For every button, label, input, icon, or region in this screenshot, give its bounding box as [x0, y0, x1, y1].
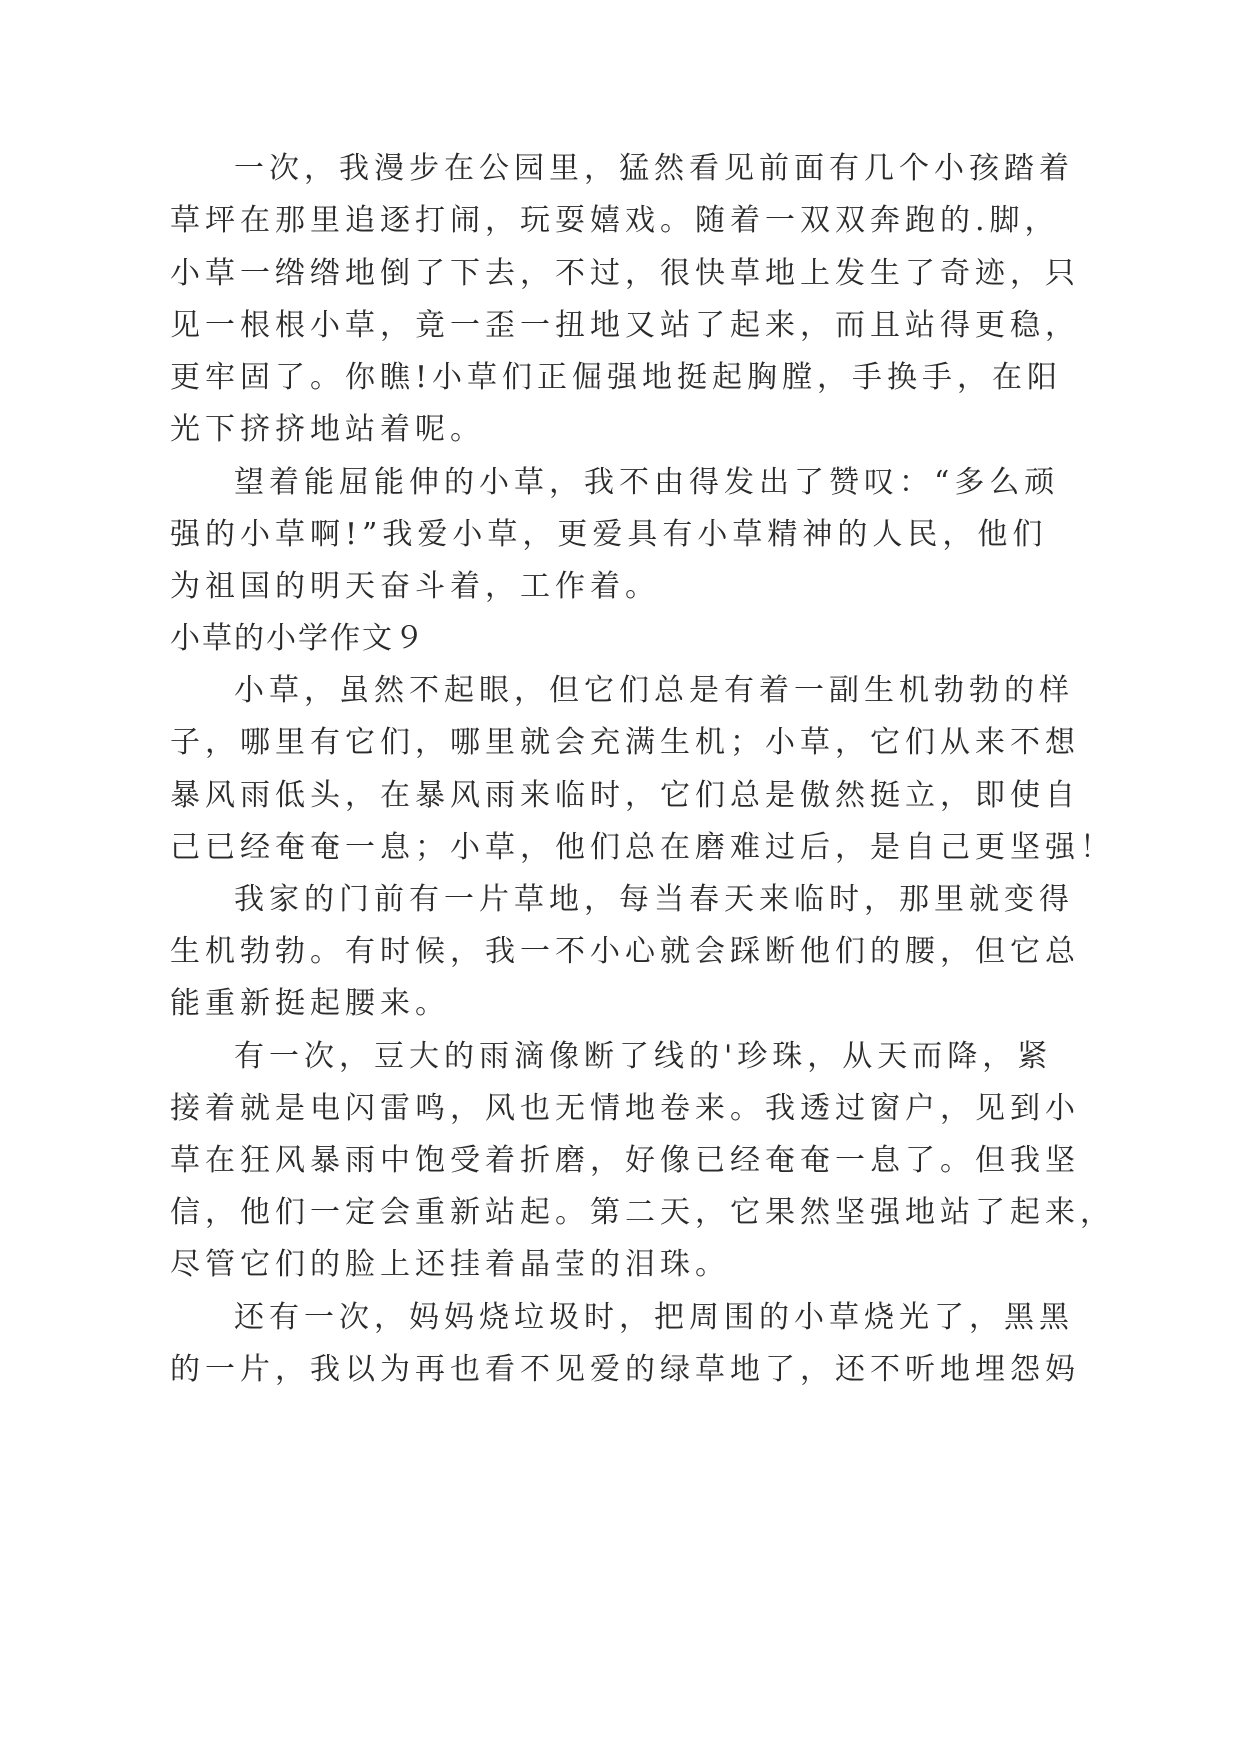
- paragraph-line: 生机勃勃。有时候，我一不小心就会踩断他们的腰，但它总: [170, 934, 1080, 969]
- paragraph-line: 有一次，豆大的雨滴像断了线的'珍珠，从天而降，紧: [234, 1039, 1053, 1074]
- paragraph-line: 还有一次，妈妈烧垃圾时，把周围的小草烧光了，黑黑: [234, 1300, 1074, 1335]
- paragraph-line: 小草，虽然不起眼，但它们总是有着一副生机勃勃的样: [234, 673, 1074, 708]
- paragraph-line: 能重新挺起腰来。: [170, 986, 450, 1021]
- paragraph-line: 我家的门前有一片草地，每当春天来临时，那里就变得: [234, 882, 1074, 917]
- paragraph-line: 草在狂风暴雨中饱受着折磨，好像已经奄奄一息了。但我坚: [170, 1143, 1080, 1178]
- paragraph-line: 尽管它们的脸上还挂着晶莹的泪珠。: [170, 1247, 730, 1282]
- paragraph-line: 草坪在那里追逐打闹，玩耍嬉戏。随着一双双奔跑的.脚，: [170, 203, 1060, 238]
- paragraph-line: 子，哪里有它们，哪里就会充满生机；小草，它们从来不想: [170, 725, 1080, 760]
- paragraph-line: 信，他们一定会重新站起。第二天，它果然坚强地站了起来，: [170, 1195, 1115, 1230]
- paragraph-line: 光下挤挤地站着呢。: [170, 412, 485, 447]
- paragraph-line: 一次，我漫步在公园里，猛然看见前面有几个小孩踏着: [234, 151, 1074, 186]
- paragraph-line: 望着能屈能伸的小草，我不由得发出了赞叹：“多么顽: [234, 465, 1060, 500]
- paragraph-line: 为祖国的明天奋斗着，工作着。: [170, 569, 660, 604]
- paragraph-line: 己已经奄奄一息；小草，他们总在磨难过后，是自己更坚强！: [170, 830, 1115, 865]
- paragraph-line: 接着就是电闪雷鸣，风也无情地卷来。我透过窗户，见到小: [170, 1091, 1080, 1126]
- paragraph-line: 暴风雨低头，在暴风雨来临时，它们总是傲然挺立，即使自: [170, 778, 1080, 813]
- paragraph-line: 更牢固了。你瞧!小草们正倔强地挺起胸膛，手换手，在阳: [170, 360, 1063, 395]
- paragraph-line: 强的小草啊!”我爱小草，更爱具有小草精神的人民，他们: [170, 517, 1048, 552]
- section-heading: 小草的小学作文９: [170, 621, 426, 656]
- paragraph-line: 的一片，我以为再也看不见爱的绿草地了，还不听地埋怨妈: [170, 1352, 1080, 1387]
- paragraph-line: 见一根根小草，竟一歪一扭地又站了起来，而且站得更稳，: [170, 308, 1080, 343]
- paragraph-line: 小草一绺绺地倒了下去，不过，很快草地上发生了奇迹，只: [170, 256, 1080, 291]
